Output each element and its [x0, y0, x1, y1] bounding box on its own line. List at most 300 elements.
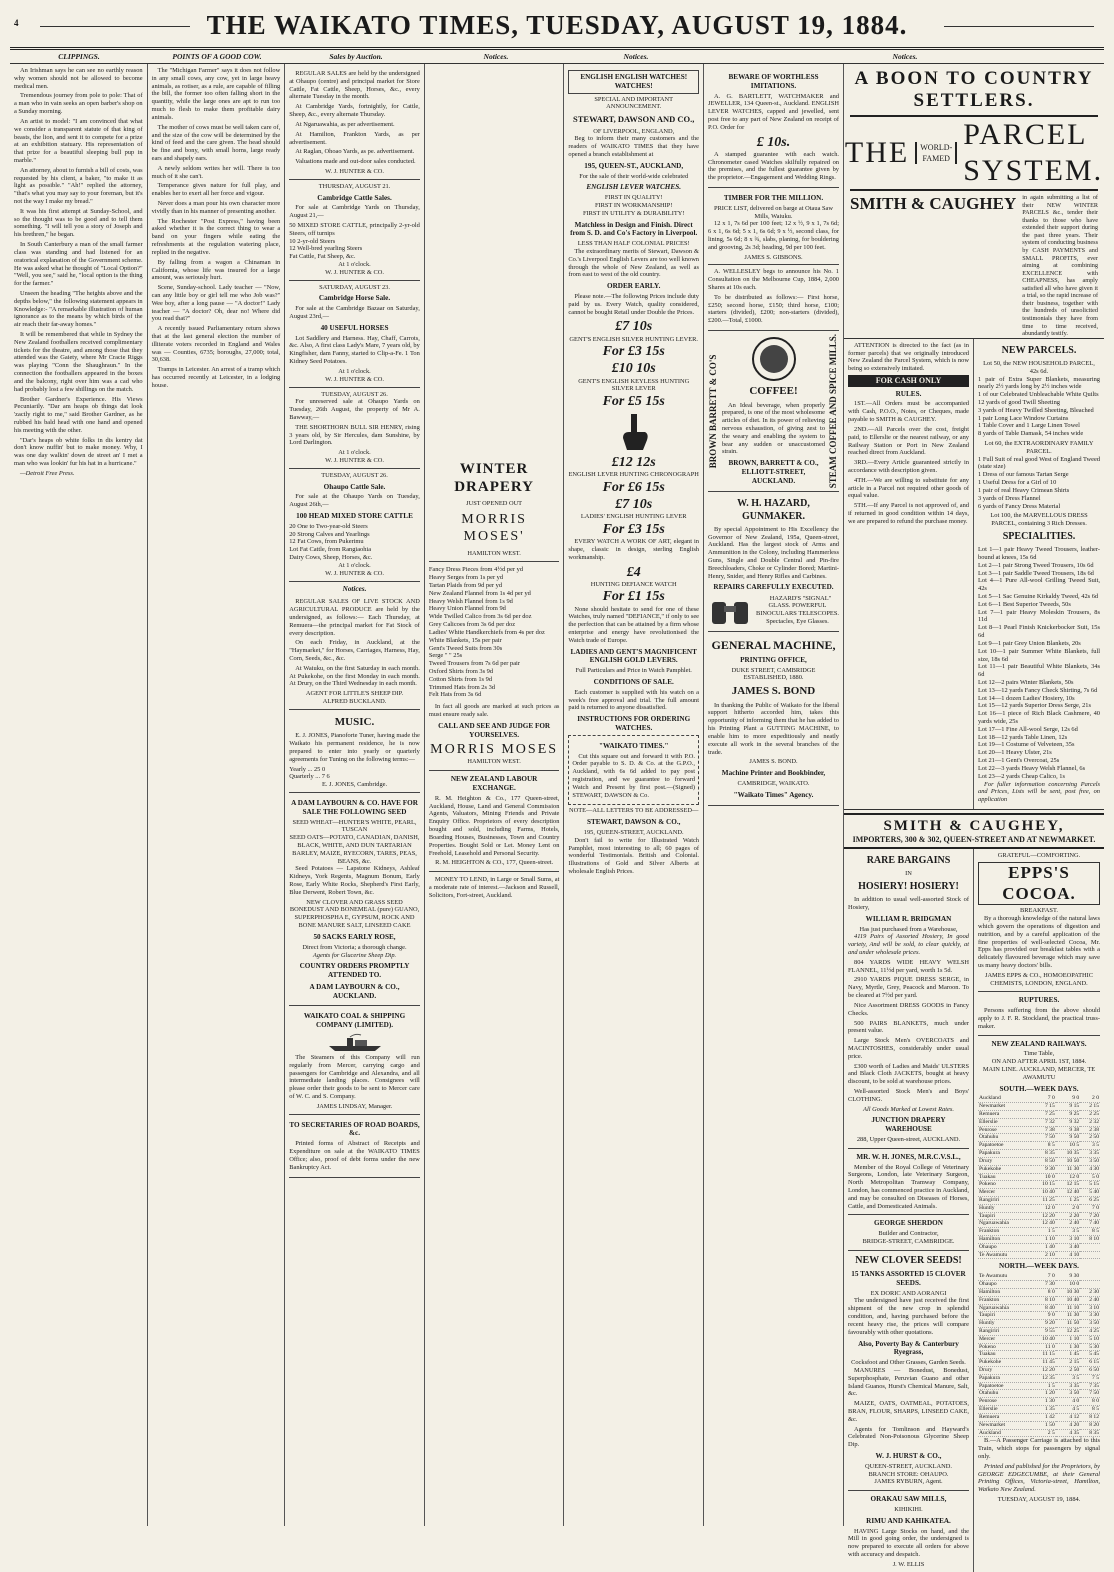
timetable-row: [978, 1359, 1100, 1367]
secretaries-text: Printed forms of Abstract of Receipts and Expenditure on sale at the WAIKATO TIMES Office; also, proof of debt forms under the new Bankruptcy Act.: [289, 1140, 420, 1171]
timetable-row: [978, 1413, 1100, 1421]
drapery-item: White Blankets, 15s per pair: [428, 636, 502, 644]
watch-desc: HUNTING DEFIANCE WATCH: [590, 580, 677, 588]
station-name: Te Awamutu: [978, 1251, 1031, 1259]
departure-time: 10 0: [1031, 1173, 1055, 1181]
clipping-paragraph: Brother Gardner's Experience. His Views Pecuniarily. "Dar am heaps ob things dat look 'zactly right to me," said Brother Gardner, as he rubbed his bald head with one hand and opened his meeting with the other.: [14, 395, 143, 434]
north-title: NORTH.—WEEK DAYS.: [999, 1262, 1079, 1271]
bartlett-ad: [708, 67, 839, 188]
station-name: Hamilton: [978, 1236, 1031, 1244]
departure-time: 7 5: [1080, 1374, 1100, 1382]
departure-time: 8 10: [1031, 1296, 1055, 1304]
auction-title: Ohaupo Cattle Sale.: [323, 482, 386, 491]
station-name: Tuakau: [978, 1173, 1031, 1181]
drapery-item: Felt Hats from 3s 6d: [428, 691, 482, 699]
clover-also: Also, Poverty Bay & Canterbury Ryegrass,: [858, 1339, 959, 1357]
cow-paragraph: By falling from a wagon a Chinaman in California, whose life was insured for a large amount, was seriously hurt.: [151, 258, 281, 282]
hosiery-blankets: 500 PAIRS BLANKETS, much under present value.: [848, 1019, 969, 1035]
lot50-item: 1 pair Long Lace Window Curtains: [978, 414, 1069, 422]
timetable-row: [978, 1095, 1100, 1102]
departure-time: 8 10: [1080, 1236, 1100, 1244]
timetable-row: [978, 1134, 1100, 1142]
lot50-item: 8 yards of Table Damask, 54 inches wide: [978, 430, 1084, 438]
departure-time: 12 15: [1056, 1181, 1080, 1189]
departure-time: 9 20: [1031, 1320, 1055, 1328]
departure-time: 6 50: [1080, 1367, 1100, 1375]
sdc-name: STEWART, DAWSON AND CO.,: [573, 114, 695, 125]
departure-time: 3 50: [1056, 1390, 1080, 1398]
wellesley-ad: [708, 265, 839, 331]
cow-paragraph: Never does a man pour his own character more vividly than in his manner of presenting another.: [151, 200, 281, 215]
drapery-item: New Zealand Flannel from 1s 4d per yd: [428, 589, 531, 597]
departure-time: 8 0: [1031, 1288, 1055, 1296]
departure-time: 5 30: [1080, 1343, 1100, 1351]
departure-time: 6 15: [1080, 1359, 1100, 1367]
auction-item: 12 Well-bred yearling Steers: [289, 245, 363, 253]
timetable-row: [978, 1327, 1100, 1335]
departure-time: 2 25: [1080, 1111, 1100, 1119]
epps-title: EPPS'S COCOA.: [978, 862, 1100, 905]
wellesley-title: A. WELLESLEY begs to announce his No. 1 Consultation on the Melbourne Cup, 1884, 2,000 Shares at 10s each.: [708, 268, 839, 292]
auction-text: Valuations made and out-door sales conducted.: [295, 158, 416, 166]
bond-sub: Machine Printer and Bookbinder,: [721, 769, 826, 778]
station-name: Hamilton: [978, 1288, 1031, 1296]
notices-heading: Notices.: [342, 584, 367, 593]
column-watches: [564, 64, 704, 1526]
speciality-item: Lot 2—1 pair Strong Tweed Trousers, 10s 6d: [978, 561, 1094, 569]
auction-ad-regular: [289, 67, 420, 180]
laybourn-address: A DAM LAYBOURN & CO., AUCKLAND.: [309, 982, 400, 1000]
auction-time: At 1 o'clock.: [338, 449, 371, 457]
bartlett-text: A stamped guarantee with each watch. Chronometer cased Watches skilfully repaired on the premises, and the fullest guarantee given by the proprietor.—Engagement and Wedding Rings.: [708, 150, 839, 182]
watch-instructions: INSTRUCTIONS FOR ORDERING WATCHES.: [577, 715, 691, 732]
station-name: Otahuhu: [978, 1390, 1031, 1398]
watch-conditions: CONDITIONS OF SALE.: [593, 677, 674, 686]
timetable-row: [978, 1281, 1100, 1289]
station-name: Huntly: [978, 1204, 1031, 1212]
lot60-item: 1 Dress of our famous Tartan Serge: [978, 471, 1069, 479]
departure-time: 2 40: [1056, 1220, 1080, 1228]
departure-time: 9 30: [1031, 1165, 1055, 1173]
station-name: Mercer: [978, 1335, 1031, 1343]
hosiery-text: In addition to usual well-assorted Stock of Hosiery,: [848, 896, 969, 911]
auction-text: For sale at the Cambridge Bazaar on Saturday, August 23rd,—: [289, 305, 420, 321]
laybourn-agents: Agents for Glucerine Sheep Dip.: [312, 951, 397, 959]
timetable-row: [978, 1111, 1100, 1119]
auction-text: For unreserved sale at Ohaupo Yards on Tuesday, 26th August, the property of Mr A. Bawway,—: [289, 398, 420, 421]
importers-banner: [844, 813, 1104, 849]
departure-time: 12 20: [1031, 1367, 1055, 1375]
drapery-item: Serge " " 25s: [428, 652, 463, 660]
timber-ad: [708, 188, 839, 265]
departure-time: 5 40: [1080, 1189, 1100, 1197]
station-name: Rangiriri: [978, 1196, 1031, 1204]
station-name: Ohaupo: [978, 1243, 1031, 1251]
drapery-item: Cotton Shirts from 1s 9d: [428, 675, 493, 683]
rule-item: 3RD.—Every Article guaranteed strictly in accordance with description given.: [848, 459, 969, 474]
auction-ad-bull: [289, 388, 420, 469]
station-name: Penrose: [978, 1398, 1031, 1406]
branch-agent: JAMES RYBURN, Agent.: [874, 1478, 943, 1486]
station-name: Frankton: [978, 1228, 1031, 1236]
hazard-ad: [708, 492, 839, 632]
specialities-title: SPECIALITIES.: [1002, 530, 1076, 542]
clipping-paragraph: It will be remembered that while in Sydney the New Zealand footballers received complimentary tickets for the theatre, and among those that they attended was the Gaiety, where Mr Cracie Riggs was playing "Conn the Shaughraun." In the connection the footballers appeared in the boxes and the balcony, right over him was a cad who had probably lost a few shillings on the match.: [14, 331, 143, 393]
sherdon-address: BRIDGE-STREET, CAMBRIDGE.: [862, 1238, 955, 1246]
clover-agents: Agents for Tomlinson and Hayward's Celebrated Non-Poisonous Glycerine Sheep Dip.: [848, 1425, 969, 1449]
speciality-item: Lot 20—1 Heavy Ulster, 21s: [978, 749, 1052, 757]
railway-title: NEW ZEALAND RAILWAYS.: [991, 1039, 1087, 1048]
sherdon-sub: Builder and Contractor,: [878, 1230, 939, 1238]
coffee-ad: [708, 331, 839, 492]
auction-time: At 1 o'clock.: [338, 561, 371, 569]
departure-time: 3 5: [1080, 1142, 1100, 1150]
divider: [429, 871, 560, 872]
lot60-item: 6 yards of Fancy Dress Material: [978, 502, 1061, 510]
clover-manures: MANURES — Bonedust, Bonedust, Superphosphate, Peruvian Guano and other Island Guanos, Hurst's Chemical Manure, Salt, &c.: [848, 1366, 969, 1398]
sdc-dont: Don't fail to write for Illustrated Watch Pamphlet, most interesting to all; 60 pages of wonderful Testimonials. British and Colonial. Illustrations of Gold and Silver Alberts at wholesale English Prices.: [568, 836, 699, 876]
sdc-match: Matchless in Design and Finish. Direct from S. D. and Co's Factory in Liverpool.: [570, 220, 698, 238]
departure-time: 2 15: [1056, 1359, 1080, 1367]
printing-address: DUKE STREET, CAMBRIDGE: [731, 666, 816, 674]
hazard-glass: HAZARD'S "SIGNAL" GLASS. POWERFUL BINOCULARS TELESCOPES. Spectacles, Eye Glasses.: [756, 594, 839, 626]
hurst-address: QUEEN-STREET, AUCKLAND.: [864, 1462, 953, 1470]
auction-title: Cambridge Horse Sale.: [318, 294, 391, 303]
sc-name: SMITH & CAUGHEY: [850, 194, 1017, 213]
labour-text: R. M. Heighton & Co., 177 Queen-street, Auckland, House, Land and General Commission Agents, Valuators, Mining Friends and Private Enquiry Office. Proprietors of every description bought and sold, including Farms, Hotels, Boarding Houses, Businesses, Town and Country Properties. Bought Sold or Let. Money Lent on Freehold, Leasehold and Personal Security.: [428, 794, 560, 857]
bond-agency: "Waikato Times" Agency.: [733, 790, 814, 799]
auction-item: 12 Fat Cows, from Pukerimu: [289, 538, 364, 546]
watch-price: £7 10s: [615, 319, 653, 335]
spec-note: For fuller information concerning Parcels and Prices, Lists will be sent, post free, on application: [978, 780, 1100, 804]
departure-time: 10 40: [1056, 1296, 1080, 1304]
coffee-text: An Ideal beverage, when properly prepared, is one of the most wholesome articles of diet. In its power of relieving nervous exhaustion, of giving zest to the weary and enabling the system to bear any sudden or unaccustomed strain.: [721, 401, 826, 456]
rimu-signature: J. W. ELLIS: [892, 1560, 925, 1568]
departure-time: 2 38: [1080, 1126, 1100, 1134]
printing-title: GENERAL MACHINE,: [711, 638, 836, 653]
hosiery-lot: 4119 Pairs of Assorted Hosiery, In good variety, And will be sold, to clear quickly, at and under wholesale prices.: [848, 933, 969, 957]
lot50-item: 1 of our Celebrated Unbleachable White Quilts: [978, 391, 1099, 399]
coffee-title: COFFEE!: [749, 385, 798, 398]
cash-only-badge: FOR CASH ONLY: [848, 375, 969, 387]
jones-text: Member of the Royal College of Veterinary Surgeons, London, late Veterinary Surgeon, North Metropolitan Tramway Company, London, has commenced practice in Auckland, and may be consulted on Diseases of Horses, Cattle, and Domesticated Animals.: [848, 1163, 969, 1210]
sdc-text: Beg to inform their many customers and the readers of WAIKATO TIMES that they have opened a branch establishment at: [568, 135, 699, 158]
timetable-row: [978, 1150, 1100, 1158]
watch-desc: ENGLISH LEVER HUNTING CHRONOGRAPH: [568, 471, 699, 479]
parcel-system: PARCEL SYSTEM.: [963, 118, 1104, 187]
station-name: Papatoetoe: [978, 1142, 1031, 1150]
sdc-first: FIRST IN UTILITY & DURABILITY!: [582, 209, 685, 217]
station-name: Remuera: [978, 1413, 1031, 1421]
sc-intro: [850, 194, 1098, 338]
timetable-row: [978, 1228, 1100, 1236]
auction-date: TUESDAY, AUGUST 26.: [321, 390, 388, 398]
masthead: [10, 6, 1104, 50]
drapery-item: Oxford Shirts from 3s 9d: [428, 667, 494, 675]
cow-paragraph: Scene, Sunday-school. Lady teacher — "Now, can any little boy or girl tell me who Job was?" Wee boy, after a long pause — "A doctor!" Lady teacher — "A doctor? Oh, dear no! Where did you read that?": [151, 284, 281, 323]
departure-time: 3 10: [1056, 1236, 1080, 1244]
station-name: Rangiriri: [978, 1327, 1031, 1335]
clipping-paragraph: In South Canterbury a man of the small farmer class was standing and had listened for an oratorical explanation of the Government scheme. He was asked what he thought of "Local Option?" "Well, you see," said he, "local option is the thing for the farmer.": [14, 241, 143, 288]
notice-text: At Waiuku, on the first Saturday in each month. At Pukekohe, on the first Monday in each month. At Drury, on the Third Wednesday in each month.: [289, 664, 420, 688]
clipping-source: —Detroit Free Press.: [20, 469, 75, 477]
clover-ex: EX DORIC AND AORANGI: [870, 1289, 947, 1297]
departure-time: 1 10: [1056, 1335, 1080, 1343]
watch-sale-price: For £6 15s: [602, 480, 665, 496]
cow-paragraph: A recently issued Parliamentary return shows that at the last general election the number of illiterate voters recorded in England and Wales was — Counties, 6735; boroughs, 27,000; total, 30,638.: [151, 325, 281, 364]
sc-intro-text: in again submitting a list of their NEW WINTER PARCELS &c., tender their thanks to those who have extended their support during the past three years. Their system of conducting business by CASH PAYMENTS and SMALL PROFITS, ever aiming at combining EXCELLENCE with CHEAPNESS, has amply satisfied all who have given it a trial, so the rapid increase of their business, together with the hundreds of unsolicited testimonials they have from time to time received, abundantly testify.: [1022, 194, 1098, 338]
rimu-text: HAVING Large Stocks on hand, and the Mill in good going order, the undersigned is now prepared to execute all orders for above with accuracy and despatch.: [848, 1527, 969, 1559]
hosiery-yards: 2910 YARDS PIQUE DRESS SERGE, in Navy, Myrtle, Grey, Peacock and Maroon. To be cleared at 7½d per yard.: [848, 976, 969, 1000]
departure-time: 11 45: [1031, 1359, 1055, 1367]
new-parcels-block: [974, 339, 1104, 809]
clover-maize: MAIZE, OATS, OATMEAL, POTATOES, BRAN, FLOUR, SHARPS, LINSEED CAKE, &c.: [848, 1400, 969, 1423]
binoculars-icon: [708, 594, 752, 628]
divider: [848, 1490, 969, 1491]
speciality-item: Lot 15—12 yards Superior Dress Serge, 21s: [978, 702, 1091, 710]
timber-title: TIMBER FOR THE MILLION.: [723, 193, 824, 202]
speciality-item: Lot 10—1 pair Summer White Blankets, full size, 18s 6d: [978, 647, 1100, 663]
bond-place: CAMBRIDGE, WAIKATO.: [737, 779, 810, 787]
watch-sale-price: For £5 15s: [602, 394, 665, 410]
lot50-item: 1 Table Cover and 1 Large Linen Towel: [978, 422, 1080, 430]
divider: [848, 1250, 969, 1251]
masthead-rule-left: [40, 26, 190, 27]
watch-full: Full Particulars and Price in Watch Pamphlet.: [575, 667, 692, 675]
notice-agent: AGENT FOR LITTLE'S SHEEP DIP.: [305, 690, 404, 698]
departure-time: 3 5: [1056, 1228, 1080, 1236]
auction-ad-cattle: [289, 180, 420, 281]
coffee-mills-name: STEAM COFFEE AND SPICE MILLS.: [828, 334, 839, 489]
south-title: SOUTH.—WEEK DAYS.: [999, 1084, 1079, 1093]
parcel-banner: [844, 64, 1104, 339]
timetable-row: [978, 1103, 1100, 1111]
watch-sale-price: For £3 15s: [602, 522, 665, 538]
departure-time: 3 50: [1080, 1320, 1100, 1328]
departure-time: 8 5: [1080, 1406, 1100, 1414]
world-word: WORLD-: [920, 143, 953, 152]
departure-time: 9 25: [1056, 1111, 1080, 1119]
branch-title: BRANCH STORE: OHAUPO.: [868, 1470, 949, 1478]
divider: [978, 991, 1100, 992]
departure-time: 7 32: [1031, 1118, 1055, 1126]
departure-time: 5 0: [1080, 1173, 1100, 1181]
speciality-item: Lot 14—1 dozen Ladies' Hosiery, 10s: [978, 694, 1075, 702]
hazard-title: W. H. HAZARD, GUNMAKER.: [737, 498, 810, 522]
south-timetable: [978, 1095, 1100, 1259]
secretaries-ad: [289, 1115, 420, 1178]
rimu-title: RIMU AND KAHIKATEA.: [866, 1516, 951, 1525]
lot60-item: 1 Useful Dress for a Girl of 10: [978, 479, 1057, 487]
departure-time: 12 35: [1031, 1374, 1055, 1382]
watch-ladies: LADIES AND GENT'S MAGNIFICENT ENGLISH GOLD LEVERS.: [570, 647, 697, 665]
departure-time: 11 10: [1056, 1304, 1080, 1312]
departure-time: 12 40: [1031, 1220, 1055, 1228]
departure-time: 3 40: [1056, 1243, 1080, 1251]
auction-item: 50 MIXED STORE CATTLE, principally 2-yr-old Steers, off turnips: [289, 221, 420, 237]
departure-time: [1080, 1281, 1100, 1289]
sdc-address: 195, QUEEN-STREET, AUCKLAND.: [583, 829, 684, 837]
departure-time: 9 50: [1056, 1134, 1080, 1142]
rare-in: IN: [905, 870, 912, 878]
departure-time: 8 12: [1080, 1413, 1100, 1421]
watch-every: EVERY WATCH A WORK OF ART, elegant in shape, classic in design, sterling English workmanship.: [568, 538, 699, 561]
timetable-row: [978, 1374, 1100, 1382]
timetable-row: [978, 1382, 1100, 1390]
hurst-name: W. J. HURST & CO.,: [875, 1452, 942, 1461]
laybourn-ad: [289, 793, 420, 1006]
speciality-item: Lot 6—1 Best Superior Tweeds, 50s: [978, 600, 1071, 608]
departure-time: 1 40: [1031, 1243, 1055, 1251]
departure-time: 1 25: [1056, 1196, 1080, 1204]
north-timetable: [978, 1273, 1100, 1437]
watch-price: £10 10s: [611, 361, 656, 377]
station-name: Papakura: [978, 1374, 1031, 1382]
timetable-row: [978, 1335, 1100, 1343]
coal-signature: JAMES LINDSAY, Manager.: [316, 1102, 393, 1110]
music-ad: [289, 710, 420, 793]
speciality-item: Lot 18—12 yards Table Linen, 12s: [978, 733, 1068, 741]
bond-name: JAMES S. BOND: [731, 685, 816, 698]
hosiery-men: Well-assorted Stock Men's and Boys' CLOTHING.: [848, 1088, 969, 1103]
speciality-item: Lot 13—12 yards Fancy Check Shirting, 7s 6d: [978, 686, 1098, 694]
departure-time: 1 20: [1031, 1390, 1055, 1398]
watch-sale-price: For £3 15s: [602, 344, 665, 360]
masthead-rule-right: [944, 26, 1094, 27]
printing-sub: PRINTING OFFICE,: [740, 655, 807, 664]
departure-time: 10 40: [1031, 1335, 1055, 1343]
cow-paragraph: Tramps in Leicester. An arrest of a tramp which has occurred recently at Leicester, in a lodging house.: [151, 366, 281, 389]
auction-text: At Raglan, Ohoao Yards, as pe. advertisement.: [295, 148, 415, 156]
clover-text: The undersigned have just received the first shipment of the new crop in splendid condition, and, having purchased before the recent heavy rise, the prices will compare favourably with other quotations.: [848, 1297, 969, 1336]
coal-text: The Steamers of this Company will run regularly from Mercer, carrying cargo and passengers for Cambridge and Alexandra, and all intermediate landing places. Consignees will please order their goods to be sent to Mercer care of W. C. and S. Company.: [289, 1054, 420, 1101]
drapery-list: [429, 566, 560, 699]
junction-address: 288, Upper Queen-street, AUCKLAND.: [856, 1136, 961, 1144]
printed-note: Printed and published for the Proprietors, by GEORGE EDGECUMBE, at their General Printing Offices, Victoria-street, Hamilton, Waikato New Zealand.: [978, 1462, 1100, 1494]
speciality-item: Lot 1—1 pair Heavy Tweed Trousers, leather-bound at knees, 15s 6d: [978, 546, 1100, 561]
attention-text: ATTENTION is directed to the fact (as in former parcels) that we originally introduced New Zealand the Parcel System, which is now being so extensively imitated.: [848, 341, 969, 373]
auction-lot: 40 USEFUL HORSES: [320, 323, 389, 332]
timetable-row: [978, 1320, 1100, 1328]
bridgman-name: WILLIAM R. BRIDGMAN: [865, 914, 952, 923]
departure-time: 12 0: [1056, 1173, 1080, 1181]
departure-time: 7 50: [1031, 1134, 1055, 1142]
station-name: Auckland: [978, 1095, 1031, 1102]
departure-time: 10 30: [1056, 1288, 1080, 1296]
departure-time: 12 25: [1056, 1327, 1080, 1335]
departure-time: 2 0: [1080, 1095, 1100, 1102]
departure-time: 4 12: [1056, 1413, 1080, 1421]
rules-block: [844, 339, 974, 809]
speciality-item: Lot 8—1 Pearl Finish Knickerbocker Suit, 15s 6d: [978, 624, 1100, 640]
station-name: Papatoetoe: [978, 1382, 1031, 1390]
departure-time: 8 5: [1080, 1228, 1100, 1236]
laybourn-item: Seed Potatoes — Lapstone Kidneys, Ashleaf Kidneys, York Regents, Magnum Bonum, Early Rose, Early White Rocks, Shepherd's First Early, Blue Derwent, Robert Town, &c.: [289, 865, 420, 896]
right-left-subcolumn: [844, 849, 974, 1572]
coupon-box[interactable]: [568, 735, 699, 806]
departure-time: 6 25: [1080, 1196, 1100, 1204]
station-name: Drury: [978, 1367, 1031, 1375]
timetable-row: [978, 1304, 1100, 1312]
departure-time: 3 50: [1080, 1157, 1100, 1165]
auction-text: At Hamilton, Frankton Yards, as per advertisement.: [289, 130, 420, 146]
junction-name: JUNCTION DRAPERY WAREHOUSE: [871, 1116, 946, 1134]
departure-time: 2 5: [1031, 1429, 1055, 1437]
auction-date: SATURDAY, AUGUST 23.: [319, 283, 390, 291]
speciality-item: Lot 22—3 yards Heavy Welsh Flannel, 6s: [978, 764, 1086, 772]
watch-conditions-text: Each customer is supplied with his watch on a week's free approval and trial. The full amount paid is returned to anyone dissatisfied.: [568, 688, 699, 712]
drapery-item: Heavy Union Flannel from 9d: [428, 605, 506, 613]
drapery-call: CALL AND SEE AND JUDGE FOR YOURSELVES.: [438, 721, 551, 739]
coupon-title: "WAIKATO TIMES.": [598, 741, 669, 750]
column-smith-caughey: [844, 64, 1104, 1568]
station-name: Taupiri: [978, 1212, 1031, 1220]
speciality-item: Lot 3—1 pair Saddle Tweed Trousers, 18s 6d: [978, 569, 1094, 577]
departure-time: 2 32: [1080, 1118, 1100, 1126]
hosiery-nice: Nice Assortment DRESS GOODS in Fancy Checks.: [848, 1001, 969, 1017]
departure-time: 7 0: [1031, 1273, 1055, 1280]
timetable-row: [978, 1243, 1100, 1251]
watch-desc: LADIES' ENGLISH HUNTING LEVER: [580, 513, 687, 521]
drapery-item: Tweed Trousers from 7s 6d per pair: [428, 660, 520, 668]
timber-signature: JAMES S. GIBBONS.: [744, 253, 803, 261]
laybourn-guano: BONEDUST AND BONEMEAL (pure) GUANO, SUPERPHOSPHA E, GYPSUM, ROCK AND BONE MANURE SALT, LINSEED CAKE: [289, 906, 420, 930]
laybourn-sacks: 50 SACKS EARLY ROSE,: [313, 932, 396, 941]
watch-price: £12 12s: [611, 455, 656, 471]
departure-time: 7 35: [1080, 1382, 1100, 1390]
clipping-paragraph: It was his first attempt at Sunday-School, and so the thought was to be good and to tell them something. "I will tell you a story of Joseph and his brethren," he began.: [14, 207, 143, 239]
departure-time: 9 0: [1031, 1312, 1055, 1320]
departure-time: 7 25: [1031, 1111, 1055, 1119]
departure-time: 3 10: [1080, 1304, 1100, 1312]
bond-text: In thanking the Public of Waikato for the liberal support hitherto accorded him, takes this opportunity of informing them that he has added to his Printing Plant a GUTTING MACHINE, to enable him to more expeditiously and neatly execute all work in the several branches of the trade.: [708, 701, 839, 756]
auction-time: At 1 o'clock.: [338, 261, 371, 269]
auction-lot: THE SHORTHORN BULL SIR HENRY, rising 3 years old, by Sir Hercules, dam Sunshine, by Lord Darlington.: [289, 423, 420, 447]
clipping-paragraph: "Dar's heaps ob white folks in dis kentry dat don't know nuffin' but to make money. Why, I was one day walkin' down de street an' I met a man who was lookin' fur his hat in a hurricane.": [14, 436, 143, 467]
watch-price: £4: [626, 564, 641, 580]
departure-time: 4 10: [1056, 1251, 1080, 1259]
cow-paragraph: The "Michigan Farmer" says it does not follow in any small cows, any cow, yet in large heavy animals, as rotiser, as a rule, are capable of filling the bill, the former too often falling short in the quantity, while the large ones are apt to run too much to flesh to make them profitable dairy animals.: [151, 67, 281, 121]
timetable-row: [978, 1157, 1100, 1165]
lot60-item: 1 Full Suit of real good West of England Tweed (state size): [978, 455, 1100, 471]
timber-sub: PRICE LIST, delivered on barge at Otaua Saw Mills, Waiuku.: [713, 204, 834, 220]
railway-line: MAIN LINE. AUCKLAND, MERCER, TE AWAMUTU: [982, 1066, 1096, 1081]
drapery-item: Heavy Serges from 1s per yd: [428, 574, 504, 582]
laybourn-item: BARLEY, MAIZE, RYECORN, TARES, PEAS, BEANS, &c.: [292, 849, 417, 865]
laybourn-item: SEED WHEAT—HUNTER'S WHITE, PEARL, TUSCAN: [292, 818, 417, 834]
section-good-cow: POINTS OF A GOOD COW.: [172, 52, 262, 61]
timetable-row: [978, 1142, 1100, 1150]
departure-time: 12 20: [1031, 1212, 1055, 1220]
departure-time: 9 38: [1056, 1126, 1080, 1134]
station-name: Pokeno: [978, 1181, 1031, 1189]
drapery-item: Ladies' White Handkerchiefs from 4s per doz: [428, 628, 545, 636]
lot100-title: Lot 100, the MARVELLOUS DRESS PARCEL, containing 3 Rich Dresses.: [990, 512, 1088, 528]
drapery-item: Fancy Dress Pieces from 4½d per yd: [428, 566, 524, 574]
hazard-text: By special Appointment to His Excellency the Governor of New Zealand, 195a, Queen-street, Auckland. Has the largest stock of Arms and Ammunition in the Colony, including Hammerless Guns, Single and Double Central and Pin-fire Breechloaders, Choke or Cylinder Bored; Martini-Henry, Snider, and Henry Rifles and Carbines.: [708, 525, 839, 580]
drapery-location: HAMILTON WEST.: [467, 549, 521, 557]
drapery-item: Wide Twilled Calico from 3s 6d per doz: [428, 613, 532, 621]
railway-sub: Time Table,: [1023, 1050, 1055, 1058]
speciality-item: Lot 21—1 Gent's Overcoat, 25s: [978, 757, 1060, 765]
column-auction: [285, 64, 425, 1526]
laybourn-item: SEED OATS—POTATO, CANADIAN, DANISH, BLACK, WHITE, AND DUN TARTARIAN: [289, 834, 420, 849]
section-headers: [10, 50, 1104, 64]
station-name: Ellerslie: [978, 1118, 1031, 1126]
ruptures-text: Persons suffering from the above should apply to J. F. R. Stockland, the practical truss-maker.: [978, 1007, 1100, 1030]
clipping-paragraph: Tremendous journey from pole to pole: That of a man who in vain seeks an open barber's shop on a Sunday morning.: [14, 92, 143, 116]
timetable-row: [978, 1189, 1100, 1197]
